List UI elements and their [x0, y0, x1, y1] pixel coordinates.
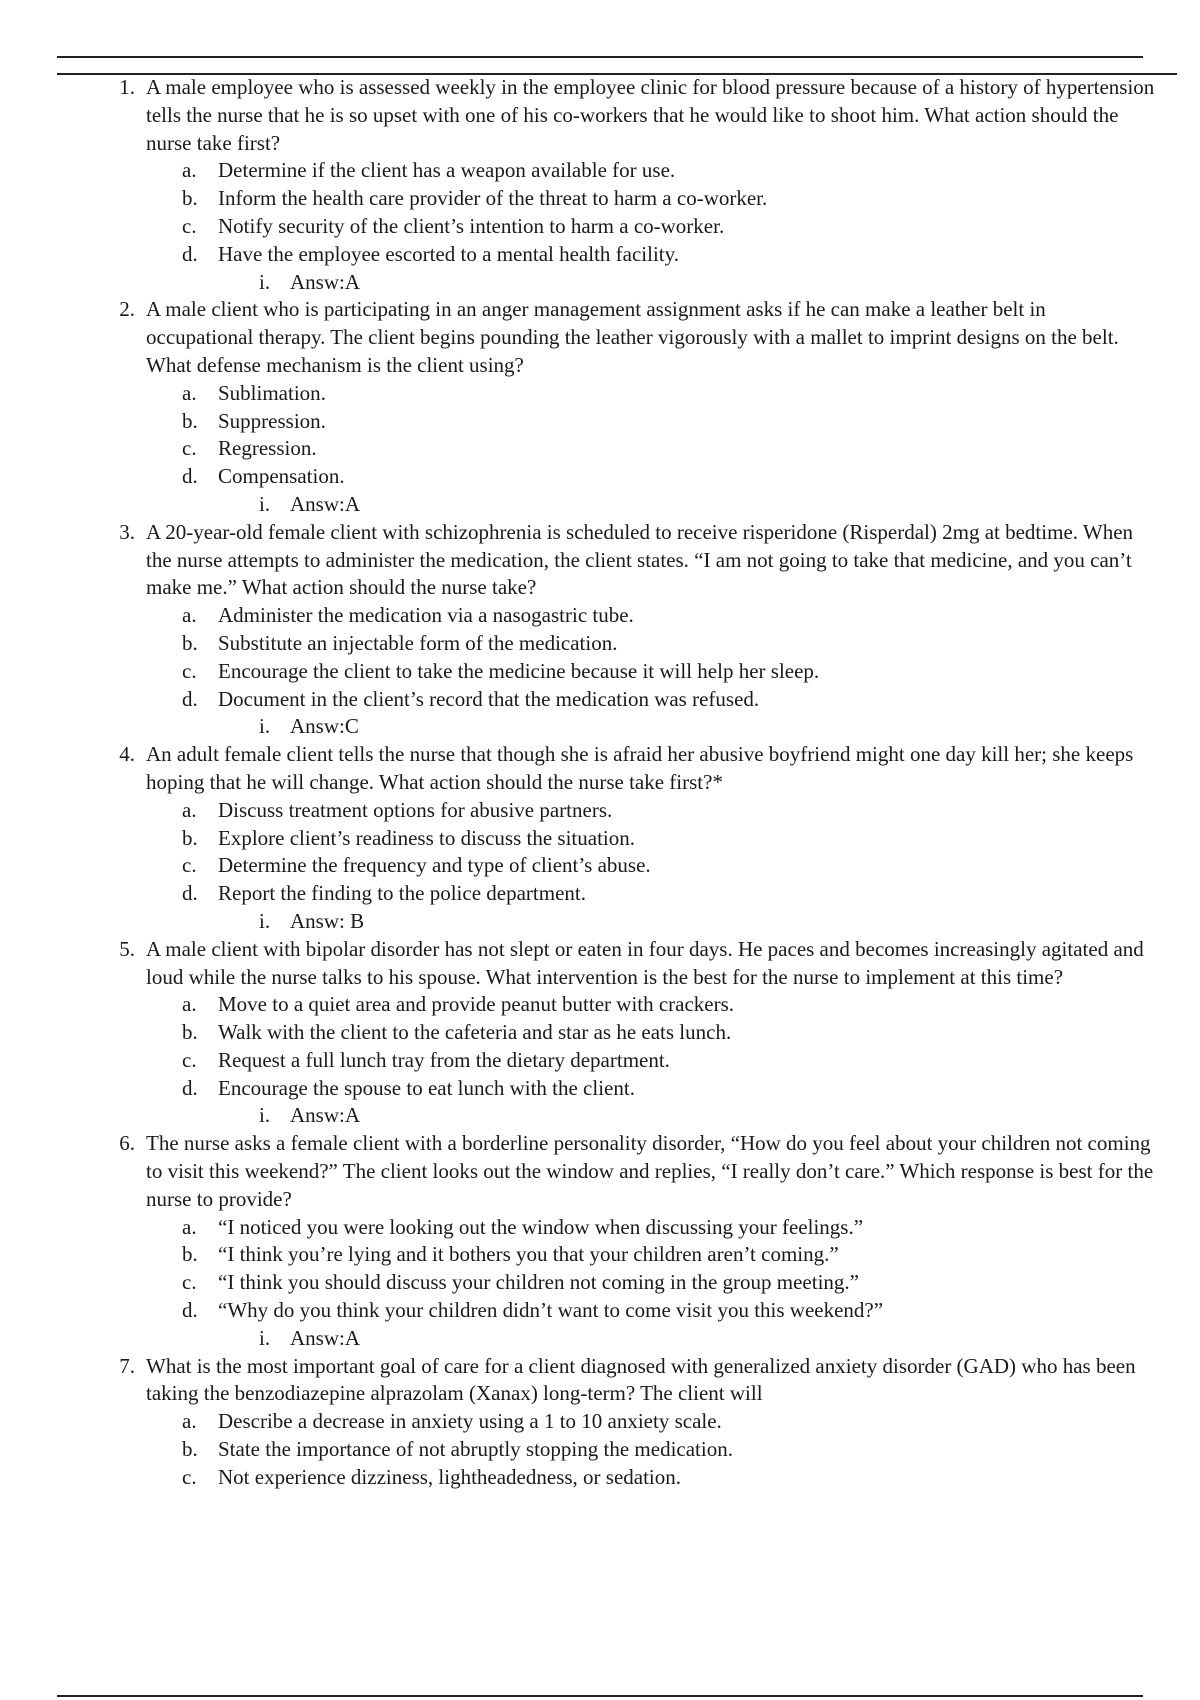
option-text: Sublimation. [218, 380, 326, 405]
option-letter: a. [182, 380, 197, 405]
answer-text: Answ:A [290, 269, 361, 294]
option-a [0, 602, 1200, 630]
option-letter: b. [182, 1020, 198, 1045]
option-b [0, 1019, 1200, 1047]
option-text: Discuss treatment options for abusive partners. [218, 797, 613, 822]
option-text: Notify security of the client’s intention to harm a co-worker. [218, 213, 725, 238]
option-text: Regression. [218, 436, 317, 461]
option-letter: a. [182, 603, 197, 628]
question-number: 1. [119, 75, 135, 99]
option-a [0, 1214, 1200, 1242]
option-text: Request a full lunch tray from the dietary department. [218, 1047, 670, 1072]
option-text: Move to a quiet area and provide peanut butter with crackers. [218, 992, 735, 1017]
option-letter: c. [182, 436, 197, 461]
question-number: 6. [119, 1131, 135, 1156]
option-letter: c. [182, 658, 197, 683]
option-b [0, 1436, 1200, 1464]
option-d [0, 1297, 1200, 1325]
question-list [0, 74, 1200, 1492]
option-text: Walk with the client to the cafeteria and star as he eats lunch. [218, 1020, 732, 1045]
question-text: A male client with bipolar disorder has not slept or eaten in four days. He paces and becomes increasingly agitated and loud while the nurse talks to his spouse. What intervention is the best for the nurse to implement at this time? [146, 936, 1144, 989]
question-text: A male employee who is assessed weekly in the employee clinic for blood pressure because of a history of hypertension tells the nurse that he is so upset with one of his co-workers that he would like to shoot him. What action should the nurse take first? [146, 75, 1155, 155]
answer-marker: i. [259, 491, 271, 516]
question-number: 4. [119, 742, 135, 767]
option-letter: a. [182, 158, 197, 183]
option-text: State the importance of not abruptly stopping the medication. [218, 1437, 733, 1462]
answer-marker: i. [259, 1325, 271, 1350]
option-text: “I think you should discuss your children not coming in the group meeting.” [218, 1270, 859, 1295]
option-a [0, 157, 1200, 185]
question-number: 2. [119, 297, 135, 322]
option-a [0, 1408, 1200, 1436]
option-text: Not experience dizziness, lightheadedness, or sedation. [218, 1464, 682, 1489]
option-d [0, 463, 1200, 491]
option-b [0, 630, 1200, 658]
option-letter: b. [182, 630, 198, 655]
question-text: The nurse asks a female client with a borderline personality disorder, “How do you feel about your children not coming to visit this weekend?” The client looks out the window and replies, “I really don’t care.” Which response is best for the nurse to provide? [146, 1131, 1154, 1211]
option-c [0, 1047, 1200, 1075]
option-letter: c. [182, 1270, 197, 1295]
option-letter: d. [182, 881, 198, 906]
option-c [0, 658, 1200, 686]
answer-text: Answ:A [290, 1325, 361, 1350]
question-5 [0, 936, 1200, 1131]
answer-marker: i. [259, 908, 271, 933]
option-letter: d. [182, 1075, 198, 1100]
option-letter: d. [182, 241, 198, 266]
option-text: Have the employee escorted to a mental health facility. [218, 241, 680, 266]
question-6 [0, 1130, 1200, 1352]
option-text: Describe a decrease in anxiety using a 1 to 10 anxiety scale. [218, 1409, 722, 1434]
question-text: A 20-year-old female client with schizophrenia is scheduled to receive risperidone (Risperdal) 2mg at bedtime. When the nurse attempts to administer the medication, the client states. “I am not going to take that medicine, and you can’t make me.” What action should the nurse take? [146, 519, 1134, 600]
option-letter: c. [182, 213, 197, 238]
question-number: 3. [119, 519, 135, 544]
option-a [0, 380, 1200, 408]
option-letter: a. [182, 1214, 197, 1239]
question-3 [0, 519, 1200, 741]
option-d [0, 241, 1200, 269]
option-c [0, 1269, 1200, 1297]
option-text: “I noticed you were looking out the window when discussing your feelings.” [218, 1214, 864, 1239]
question-number: 5. [119, 936, 135, 961]
option-c [0, 1464, 1200, 1492]
option-text: Document in the client’s record that the medication was refused. [218, 686, 760, 711]
option-text: “I think you’re lying and it bothers you that your children aren’t coming.” [218, 1242, 839, 1267]
option-d [0, 686, 1200, 714]
option-b [0, 1241, 1200, 1269]
option-c [0, 435, 1200, 463]
answer-text: Answ:C [290, 714, 359, 739]
option-letter: c. [182, 1464, 197, 1489]
answer-marker: i. [259, 269, 271, 294]
option-text: Compensation. [218, 464, 345, 489]
option-b [0, 825, 1200, 853]
option-letter: d. [182, 464, 198, 489]
question-text: An adult female client tells the nurse that though she is afraid her abusive boyfriend might one day kill her; she keeps hoping that he will change. What action should the nurse take first?* [146, 742, 1134, 794]
question-text: What is the most important goal of care for a client diagnosed with generalized anxiety disorder (GAD) who has been taking the benzodiazepine alprazolam (Xanax) long-term? The client will [146, 1353, 1136, 1406]
answer-marker: i. [259, 1103, 271, 1128]
answer [0, 269, 1200, 297]
option-letter: b. [182, 186, 198, 211]
option-letter: b. [182, 408, 198, 433]
option-text: Substitute an injectable form of the medication. [218, 630, 618, 655]
option-a [0, 991, 1200, 1019]
option-text: “Why do you think your children didn’t want to come visit you this weekend?” [218, 1298, 884, 1323]
option-text: Determine the frequency and type of client’s abuse. [218, 853, 651, 878]
option-text: Inform the health care provider of the threat to harm a co-worker. [218, 186, 768, 211]
answer-text: Answ:A [290, 491, 361, 516]
option-text: Encourage the spouse to eat lunch with the client. [218, 1075, 635, 1100]
option-text: Report the finding to the police department. [218, 881, 586, 906]
option-c [0, 213, 1200, 241]
question-4 [0, 741, 1200, 936]
question-7 [0, 1353, 1200, 1492]
answer-text: Answ:A [290, 1103, 361, 1128]
answer-text: Answ: B [290, 908, 365, 933]
answer [0, 908, 1200, 936]
option-a [0, 797, 1200, 825]
option-text: Explore client’s readiness to discuss the situation. [218, 825, 636, 850]
option-letter: d. [182, 1298, 198, 1323]
footer-rule [57, 1695, 1143, 1697]
header-rule [57, 56, 1143, 58]
option-b [0, 185, 1200, 213]
answer [0, 713, 1200, 741]
answer [0, 491, 1200, 519]
option-letter: a. [182, 797, 197, 822]
option-text: Administer the medication via a nasogastric tube. [218, 603, 634, 628]
option-b [0, 408, 1200, 436]
option-letter: b. [182, 825, 198, 850]
option-letter: a. [182, 1409, 197, 1434]
question-text: A male client who is participating in an anger management assignment asks if he can make a leather belt in occupational therapy. The client begins pounding the leather vigorously with a mallet to imprint designs on the belt. What defense mechanism is the client using? [146, 297, 1119, 377]
question-2 [0, 296, 1200, 518]
option-letter: c. [182, 1047, 197, 1072]
option-d [0, 880, 1200, 908]
option-letter: b. [182, 1437, 198, 1462]
question-1 [0, 74, 1200, 296]
answer [0, 1325, 1200, 1353]
option-text: Encourage the client to take the medicine because it will help her sleep. [218, 658, 820, 683]
option-letter: d. [182, 686, 198, 711]
option-text: Determine if the client has a weapon available for use. [218, 158, 676, 183]
option-d [0, 1075, 1200, 1103]
option-c [0, 852, 1200, 880]
option-letter: a. [182, 992, 197, 1017]
option-letter: c. [182, 853, 197, 878]
option-letter: b. [182, 1242, 198, 1267]
question-number: 7. [119, 1353, 135, 1378]
option-text: Suppression. [218, 408, 326, 433]
answer-marker: i. [259, 714, 271, 739]
answer [0, 1102, 1200, 1130]
